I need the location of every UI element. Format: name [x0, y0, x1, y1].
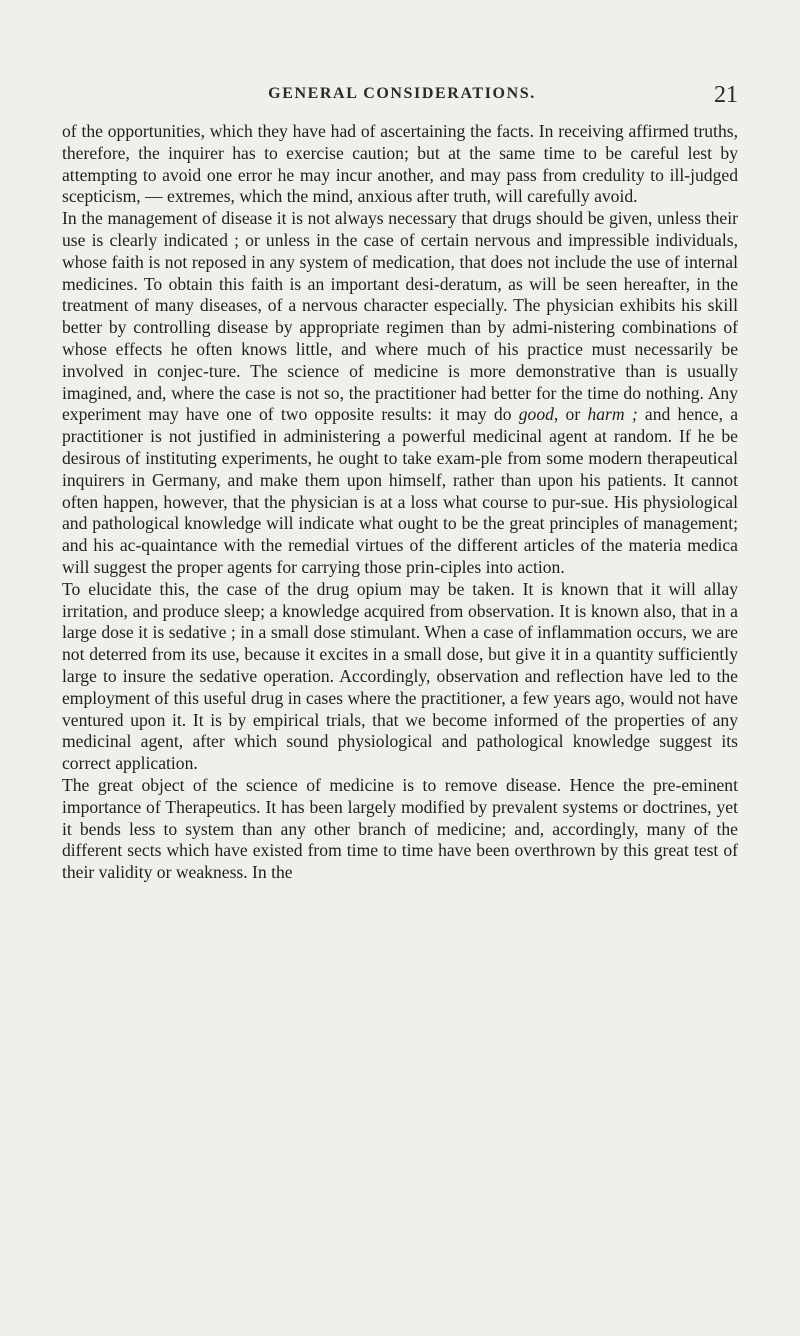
paragraph-text: To elucidate this, the case of the drug opium may be taken. It is known that it will allay irritation, and produce sleep; a knowledge acquired from observation. It is known also, that in a large dose it is sedative ; in a small dose stimulant. When a case of inflammation occurs, we are not deterred from its use, because it excites in a small dose, but give it in a quantity sufficiently large to insure the sedative operation. Accordingly, observation and reflection have led to the employment of this useful drug in cases where the practitioner, a few years ago, would not have ventured upon it. It is by empirical trials, that we become informed of the properties of any medicinal agent, after which sound physiological and pathological knowledge suggest its correct application. [62, 578, 738, 774]
paragraph-1 [62, 121, 738, 208]
paragraph-text: In the management of disease it is not always necessary that drugs should be given, unless their use is clearly indicated ; or unless in the case of certain nervous and impressible individuals, whose faith is not reposed in any system of medication, that does not include the use of internal medicines. To obtain this faith is an important desi-deratum, as will be seen hereafter, in the treatment of many diseases, of a nervous character especially. The physician exhibits his skill better by controlling disease by appropriate regimen than by admi-nistering combinations of whose effects he often knows little, and where much of his practice must necessarily be involved in conjec-ture. The science of medicine is more demonstrative than is usually imagined, and, where the case is not so, the practitioner had better for the time do nothing. Any experiment may have one of two opposite results: it may do [62, 208, 738, 425]
paragraph-text: The great object of the science of medicine is to remove disease. Hence the pre-eminent importance of Therapeutics. It has been largely modified by prevalent systems or doctrines, yet it bends less to system than any other branch of medicine; and, accordingly, many of the different sects which have existed from time to time have been overthrown by this great test of their validity or weakness. In the [62, 774, 738, 883]
page-number: 21 [714, 82, 738, 108]
italic-word-good: good [518, 404, 554, 425]
paragraph-text: of the opportunities, which they have had of ascertaining the facts. In receiving affirmed truths, therefore, the inquirer has to exercise caution; but at the same time to be careful lest by attempting to avoid one error he may incur another, and may pass from credulity to ill-judged scepticism, — extremes, which the mind, anxious after truth, will carefully avoid. [62, 121, 738, 207]
paragraph-text: and hence, a practitioner is not justified in administering a powerful medicinal agent at random. If he be desirous of instituting experiments, he ought to take exam-ple from some modern therapeutical inquirers in Germany, and make them upon himself, rather than upon his patients. It cannot often happen, however, that the physician is at a loss what course to pur-sue. His physiological and pathological knowledge will indicate what ought to be the great principles of management; and his ac-quaintance with the remedial virtues of the different articles of the materia medica will suggest the proper agents for carrying those prin-ciples into action. [62, 404, 739, 577]
running-head: GENERAL CONSIDERATIONS. [268, 85, 536, 102]
paragraph-4 [62, 775, 738, 884]
paragraph-2 [62, 208, 738, 579]
italic-word-harm: harm ; [587, 404, 638, 425]
paragraph-text: , or [553, 404, 588, 425]
body-text [62, 121, 738, 884]
page-header [66, 82, 738, 110]
paragraph-3 [62, 579, 738, 775]
